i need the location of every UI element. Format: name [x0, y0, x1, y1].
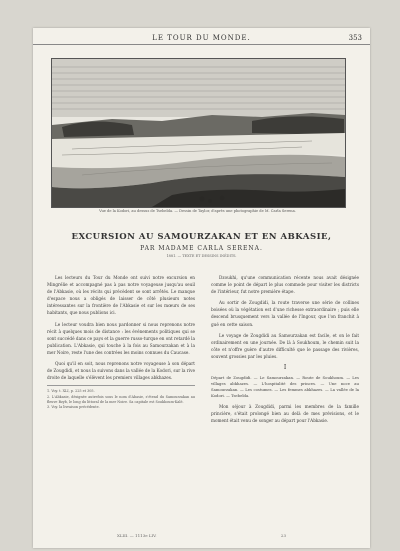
document-page — [33, 28, 370, 548]
footer-volume: XLIII. — 1113e LIV. — [117, 533, 157, 538]
paragraph: Le voyage de Zougdidi au Samourzakan est facile, et on le fait ordinairement en une journée. De là à Soukhoum, le chemin suit la côte et n'offre guère d'autre difficulté que le passage des rivières, souvent grossies par les pluies. — [211, 332, 359, 359]
left-column — [47, 274, 195, 410]
paragraph: Dzoukhi, qu'une communication récente nous avait désignée comme le point de départ le plus commode pour visiter les districts de l'intérieur, fut notre première étape. — [211, 275, 359, 295]
paragraph: Les lecteurs du Tour du Monde ont suivi notre excursion en Mingrélie et accompagné pas à pas notre voyageuse jusqu'au seuil de l'Abkasie, où les récits qui précèdent se sont arrêtés. Le manque d'espace nous a obligés de laisser de côté plusieurs notes intéressantes sur la frontière de l'Abkasie et sur les mœurs de ses habitants, que nous publions ici. — [47, 275, 195, 316]
running-header — [33, 34, 370, 45]
landscape-engraving — [51, 58, 346, 208]
footnotes — [47, 385, 195, 410]
section-summary: Départ de Zougdidi. — Le Samourzakan. — Route de Soukhoum. — Les villages abkhazes. — L'hospitalité des princes. — Une noce au Samourzakan. — Les costumes. — Les femmes abkhazes. — La vallée de la Kodori. — Tsebelda. — [211, 375, 359, 399]
footnote: 1. Voy. t. XLI, p. 225 et 305. — [47, 389, 95, 394]
footnote: 2. L'Abkasie, désignée autrefois sous le nom d'Abasie, s'étend du Samourzakan au fleuve Bzyb, le long du littoral de la mer Noire. Sa capitale est Soukhoum-Kalé. — [47, 394, 195, 404]
right-column — [211, 274, 359, 428]
article-note: 1881. — TEXTE ET DESSINS INÉDITS. — [166, 254, 237, 258]
engraving-drawing — [52, 59, 345, 207]
paragraph: Quoi qu'il en soit, nous reprenons notre voyageuse à son départ de Zougdidi, et nous la suivons dans la vallée de la Kodori, sur la rive droite de laquelle s'élèvent les premiers villages abkhazes. — [47, 361, 195, 381]
paragraph: Mon séjour à Zougdidi, parmi les membres de la famille princière, s'était prolongé bien au delà de mes prévisions, et le moment était venu de songer au départ pour l'Abkasie. — [211, 404, 359, 424]
footer-signature: 23 — [280, 533, 286, 538]
journal-title: LE TOUR DU MONDE. — [152, 34, 251, 42]
footnote: 3. Voy. la livraison précédente. — [47, 404, 100, 409]
paragraph: Au sortir de Zougdidi, la route traverse une série de collines boisées où la végétation est d'une richesse extraordinaire ; puis elle descend brusquement vers la vallée de l'Ingour, que l'on franchit à gué en cette saison. — [211, 300, 359, 327]
article-title: EXCURSION AU SAMOURZAKAN ET EN ABKASIE, — [71, 232, 332, 242]
page-number: 353 — [348, 34, 362, 42]
illustration-caption: Vue de la Kodori, au dessus de Tsebelda. — Dessin de Taylor, d'après une photographie de M. Carla Serena. — [99, 209, 296, 213]
page-footer — [47, 533, 356, 541]
article-author: PAR MADAME CARLA SERENA. — [140, 245, 263, 252]
section-number: I — [283, 364, 287, 372]
paragraph: Le lecteur voudra bien nous pardonner si nous reprenons notre récit à quelques mois de distance : les événements politiques qui se sont succédé dans ce pays et la guerre russo-turque en ont retardé la publication. L'Abkasie, qui touche à la fois au Samourzakan et à la mer Noire, reste l'une des contrées les moins connues du Caucase. — [47, 321, 195, 355]
